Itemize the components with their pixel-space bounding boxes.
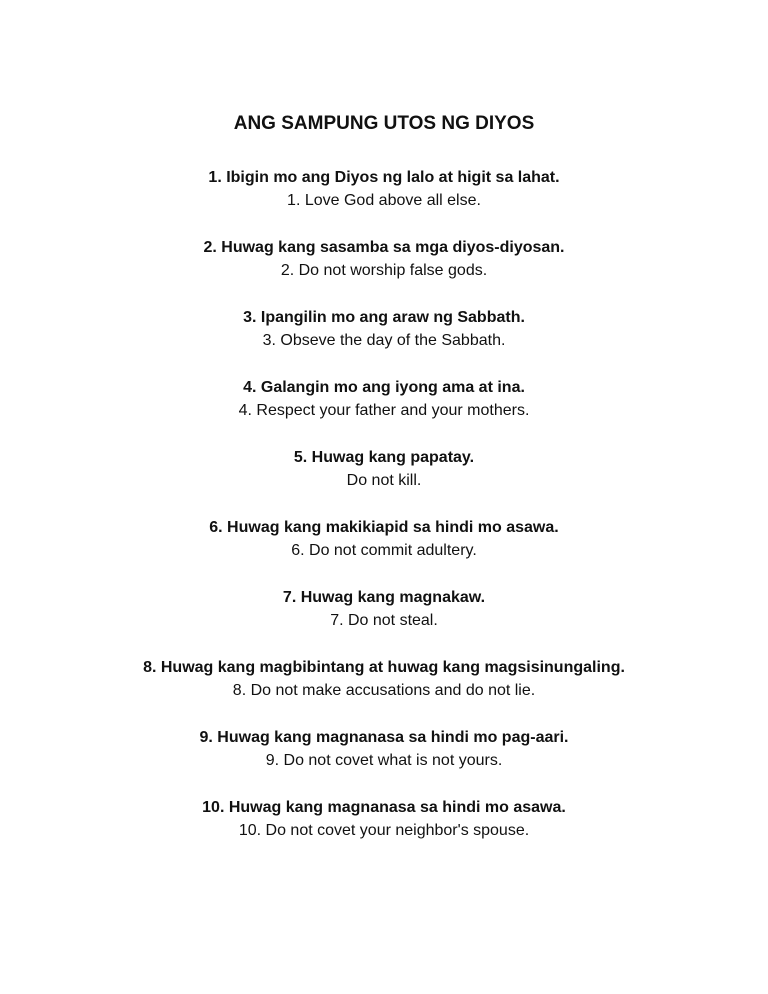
commandment-4 (0, 376, 768, 446)
document-title: ANG SAMPUNG UTOS NG DIYOS (233, 113, 535, 134)
commandment-tagalog: 2. Huwag kang sasamba sa mga diyos-diyosan. (203, 239, 565, 256)
commandment-english: 4. Respect your father and your mothers. (238, 402, 530, 419)
commandment-english: 6. Do not commit adultery. (291, 542, 477, 559)
commandment-english: Do not kill. (346, 472, 422, 489)
commandment-8 (0, 656, 768, 726)
commandment-5 (0, 446, 768, 516)
commandment-english: 3. Obseve the day of the Sabbath. (262, 332, 506, 349)
commandment-2 (0, 236, 768, 306)
commandment-tagalog: 4. Galangin mo ang iyong ama at ina. (243, 379, 525, 396)
commandment-9 (0, 726, 768, 796)
commandment-tagalog: 3. Ipangilin mo ang araw ng Sabbath. (243, 309, 525, 326)
commandment-tagalog: 5. Huwag kang papatay. (293, 449, 475, 466)
commandment-english: 8. Do not make accusations and do not lie. (232, 682, 536, 699)
commandment-tagalog: 6. Huwag kang makikiapid sa hindi mo asawa. (209, 519, 559, 536)
commandment-tagalog: 10. Huwag kang magnanasa sa hindi mo asawa. (202, 799, 566, 816)
commandment-english: 1. Love God above all else. (287, 192, 481, 209)
commandment-10 (0, 796, 768, 866)
commandments-list (0, 166, 768, 866)
commandment-7 (0, 586, 768, 656)
commandment-english: 7. Do not steal. (330, 612, 438, 629)
commandment-english: 2. Do not worship false gods. (280, 262, 488, 279)
commandment-english: 9. Do not covet what is not yours. (265, 752, 503, 769)
commandment-tagalog: 8. Huwag kang magbibintang at huwag kang magsisinungaling. (143, 659, 625, 676)
commandment-tagalog: 9. Huwag kang magnanasa sa hindi mo pag-aari. (199, 729, 569, 746)
commandment-3 (0, 306, 768, 376)
commandment-tagalog: 7. Huwag kang magnakaw. (282, 589, 486, 606)
commandment-english: 10. Do not covet your neighbor's spouse. (238, 822, 530, 839)
commandment-1 (0, 166, 768, 236)
commandment-6 (0, 516, 768, 586)
commandment-tagalog: 1. Ibigin mo ang Diyos ng lalo at higit sa lahat. (208, 169, 560, 186)
